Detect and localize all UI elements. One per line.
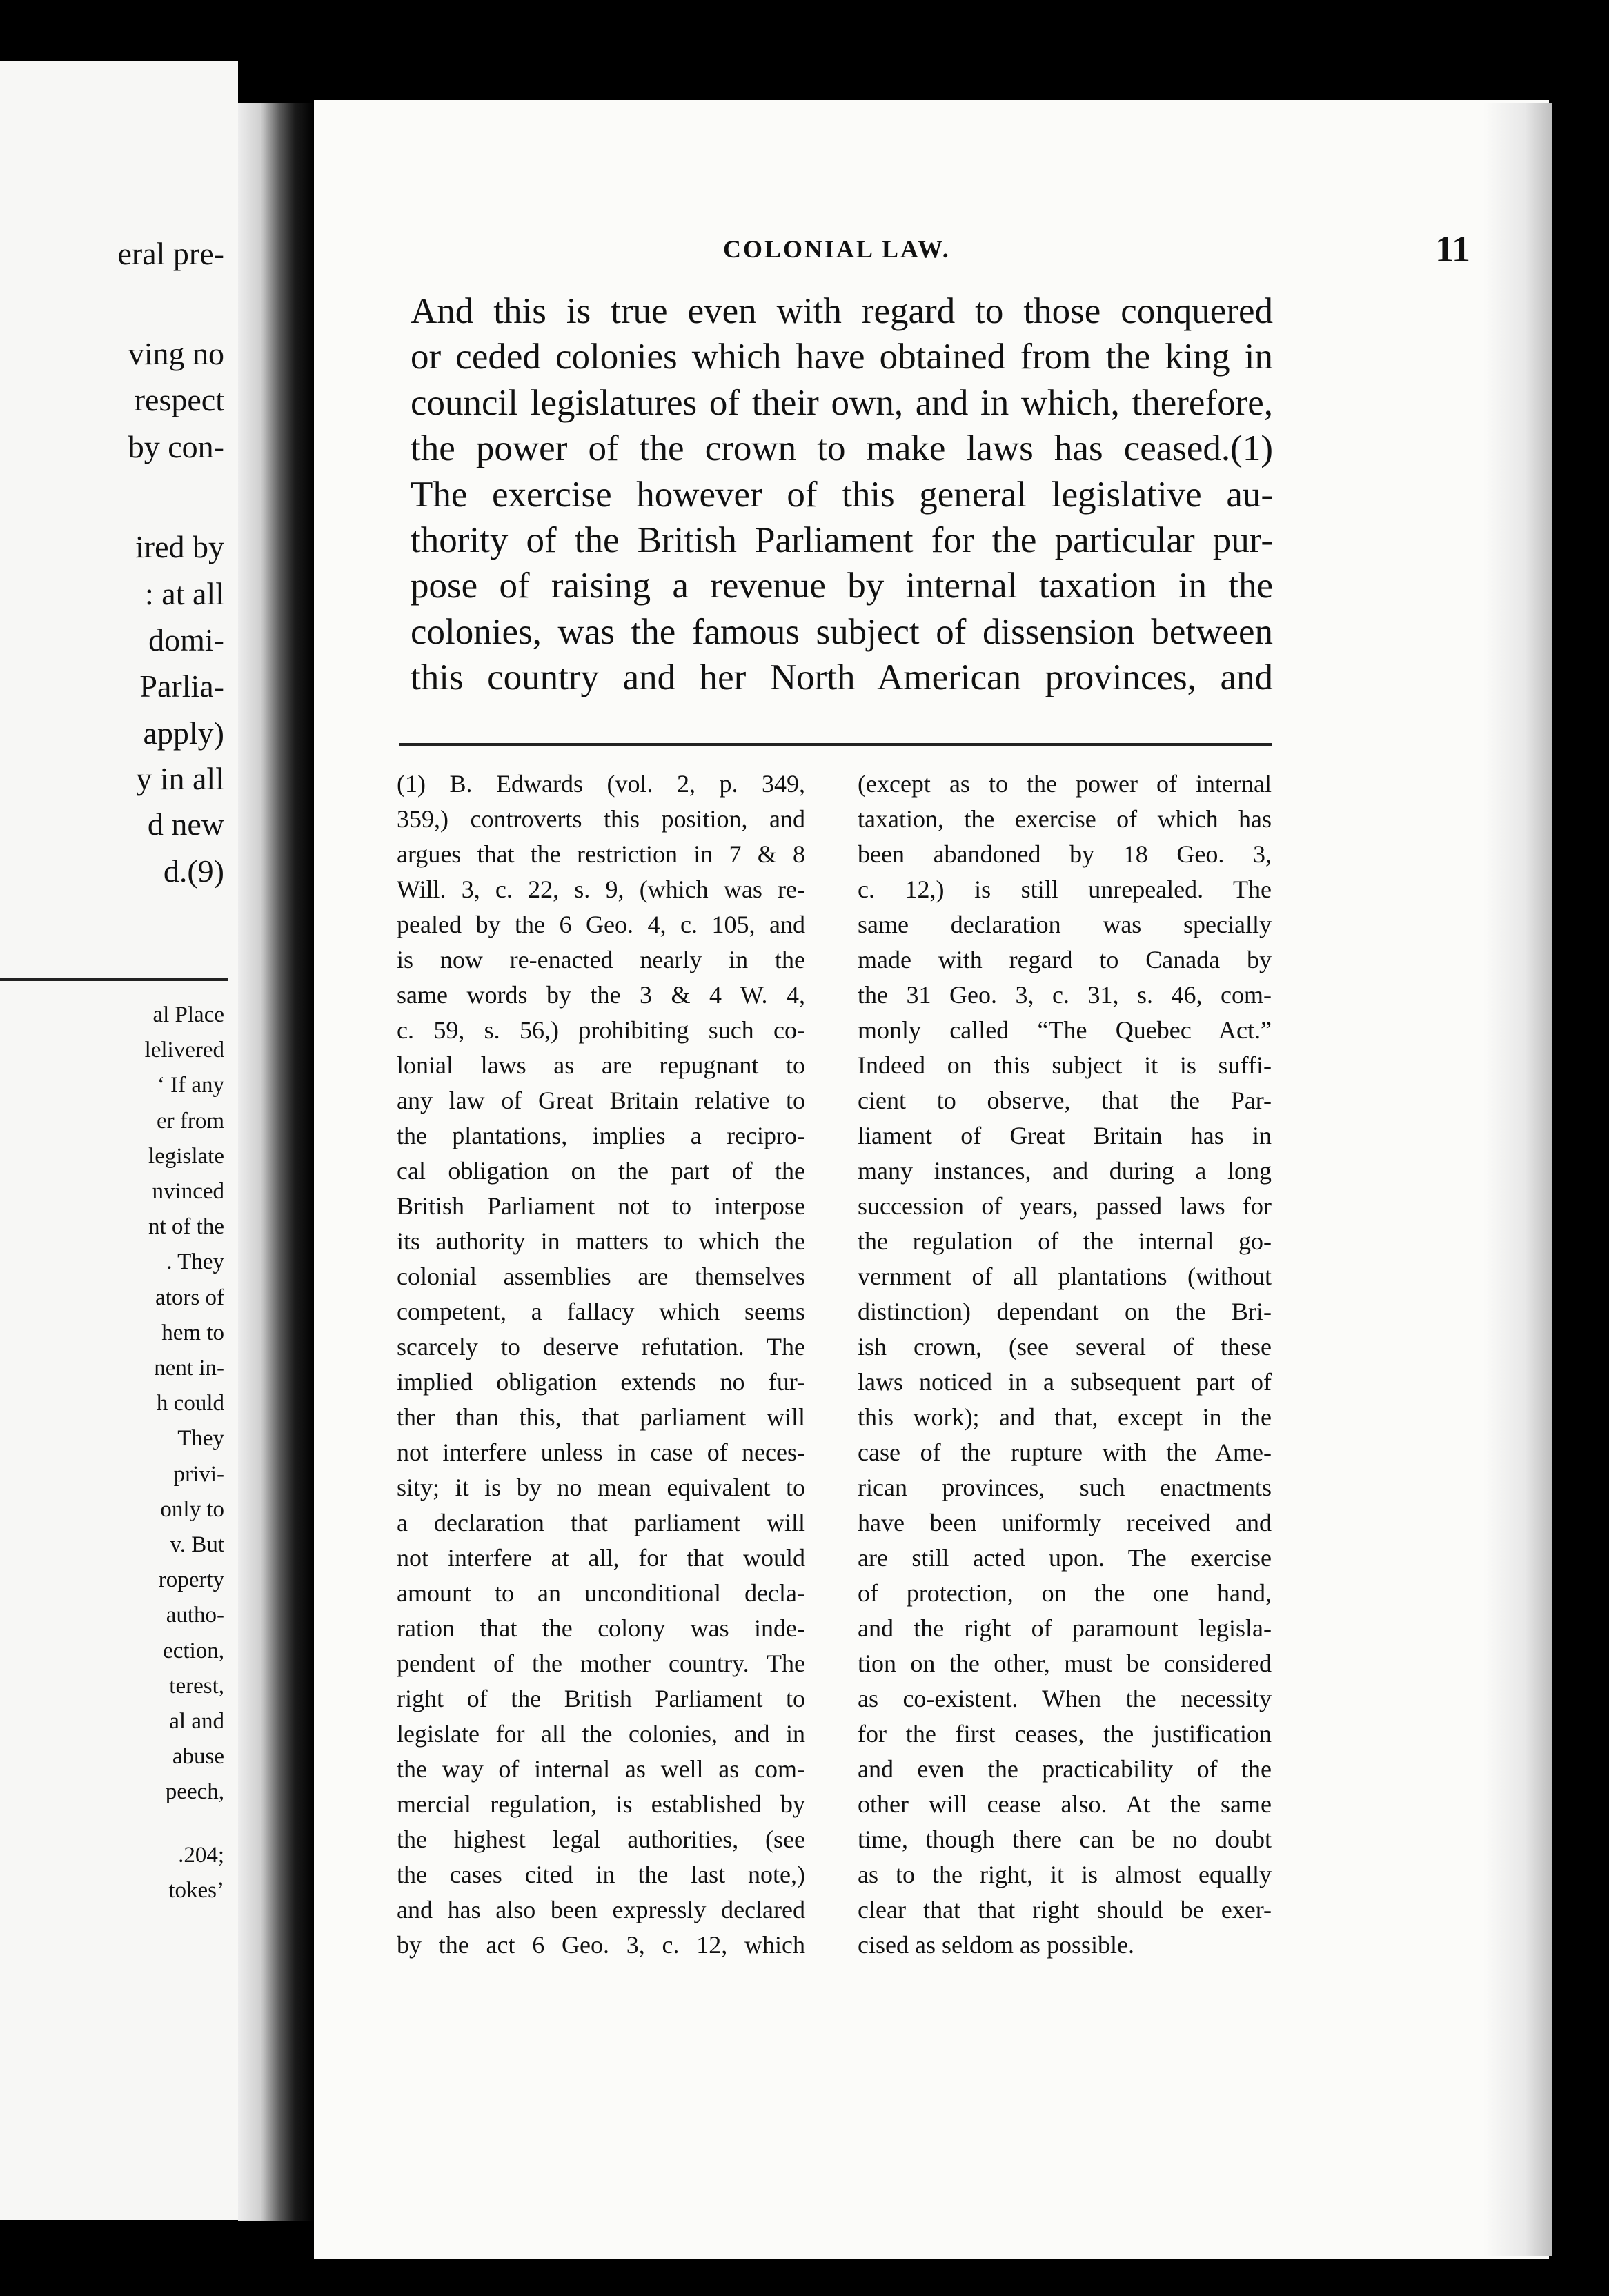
body-text-line: The exercise however of this general legislative au- (411, 474, 1273, 515)
footnote-line: ish crown, (see several of these (858, 1333, 1272, 1360)
footnote-line: not interfere at all, for that would (397, 1544, 805, 1572)
footnote-line: and the right of paramount legisla- (858, 1614, 1272, 1642)
footnote-line: scarcely to deserve refutation. The (397, 1333, 805, 1360)
footnote-line: tion on the other, must be considered (858, 1650, 1272, 1677)
previous-page-line: y in all (136, 761, 224, 796)
body-text-line: And this is true even with regard to those conquered (411, 291, 1273, 331)
footnote-line: laws noticed in a subsequent part of (858, 1368, 1272, 1396)
footnote-line: made with regard to Canada by (858, 946, 1272, 973)
footnote-line: right of the British Parliament to (397, 1685, 805, 1712)
footnote-line: cised as seldom as possible. (858, 1931, 1134, 1959)
footnote-line: its authority in matters to which the (397, 1227, 805, 1255)
previous-page-footnote-line: nt of the (148, 1214, 224, 1240)
footnote-line: a declaration that parliament will (397, 1509, 805, 1536)
previous-page-footnote-line: lelivered (144, 1038, 224, 1063)
footnote-line: for the first ceases, the justification (858, 1720, 1272, 1748)
book-gutter (238, 103, 314, 2221)
previous-page-footnote-line: privi- (173, 1461, 224, 1487)
running-head: COLONIAL LAW. (723, 235, 951, 263)
page-number: 11 (1435, 228, 1471, 270)
footnote-line: clear that that right should be exer- (858, 1896, 1272, 1923)
previous-page-footnote-rule (0, 978, 228, 981)
previous-page-footnote-line: abuse (172, 1744, 224, 1770)
previous-page-fragment (0, 61, 238, 2220)
footnote-line: c. 59, s. 56,) prohibiting such co- (397, 1016, 805, 1044)
footnote-line: argues that the restriction in 7 & 8 (397, 840, 805, 868)
previous-page-footnote-line: . They (166, 1249, 224, 1275)
previous-page-footnote-line: terest, (169, 1673, 224, 1699)
footnote-line: succession of years, passed laws for (858, 1192, 1272, 1220)
footnote-line: as co-existent. When the necessity (858, 1685, 1272, 1712)
previous-page-line: respect (134, 382, 224, 417)
body-text-line: or ceded colonies which have obtained from the king in (411, 337, 1273, 377)
previous-page-footnote-line: only to (160, 1496, 224, 1522)
footnote-line: Will. 3, c. 22, s. 9, (which was re- (397, 875, 805, 903)
footnote-line: Indeed on this subject it is suffi- (858, 1051, 1272, 1079)
body-text-line: the power of the crown to make laws has ceased.(1) (411, 428, 1273, 469)
footnote-line: any law of Great Britain relative to (397, 1087, 805, 1114)
body-text-line: council legislatures of their own, and in which, therefore, (411, 382, 1273, 423)
previous-page-line: apply) (143, 715, 224, 751)
footnote-line: of protection, on the one hand, (858, 1579, 1272, 1607)
footnote-line: amount to an unconditional decla- (397, 1579, 805, 1607)
previous-page-line: d new (147, 806, 224, 842)
previous-page-footnote-line: tokes’ (168, 1877, 224, 1903)
previous-page-footnote-line: ‘ If any (157, 1073, 224, 1098)
body-text-line: thority of the British Parliament for the particular pur- (411, 520, 1273, 560)
previous-page-footnote-line: They (177, 1426, 224, 1452)
previous-page-line: domi- (148, 622, 224, 657)
footnote-line: same declaration was specially (858, 911, 1272, 938)
footnote-line: same words by the 3 & 4 W. 4, (397, 981, 805, 1009)
footnote-line: this work); and that, except in the (858, 1403, 1272, 1431)
previous-page-footnote-line: al and (169, 1709, 224, 1734)
footnote-line: pealed by the 6 Geo. 4, c. 105, and (397, 911, 805, 938)
previous-page-footnote-line: ators of (155, 1285, 224, 1310)
previous-page-line: by con- (128, 429, 224, 464)
footnote-line: lonial laws as are repugnant to (397, 1051, 805, 1079)
footnote-line: implied obligation extends no fur- (397, 1368, 805, 1396)
footnote-line: the highest legal authorities, (see (397, 1825, 805, 1853)
previous-page-footnote-line: v. But (170, 1532, 224, 1557)
footnote-line: monly called “The Quebec Act.” (858, 1016, 1272, 1044)
footnote-line: mercial regulation, is established by (397, 1790, 805, 1818)
footnote-line: colonial assemblies are themselves (397, 1263, 805, 1290)
previous-page-footnote-line: er from (156, 1108, 224, 1134)
footnote-line: (except as to the power of internal (858, 770, 1272, 798)
footnote-line: as to the right, it is almost equally (858, 1861, 1272, 1888)
footnote-line: British Parliament not to interpose (397, 1192, 805, 1220)
previous-page-footnote-line: roperty (158, 1567, 224, 1593)
footnote-line: and even the practicability of the (858, 1755, 1272, 1783)
footnote-line: (1) B. Edwards (vol. 2, p. 349, (397, 770, 805, 798)
footnote-line: cal obligation on the part of the (397, 1157, 805, 1185)
body-text-line: pose of raising a revenue by internal taxation in the (411, 566, 1273, 606)
footnote-line: the 31 Geo. 3, c. 31, s. 46, com- (858, 981, 1272, 1009)
footnote-line: cient to observe, that the Par- (858, 1087, 1272, 1114)
footnote-line: ration that the colony was inde- (397, 1614, 805, 1642)
footnote-line: the way of internal as well as com- (397, 1755, 805, 1783)
footnote-rule (399, 743, 1272, 746)
previous-page-footnote-line: peech, (165, 1779, 224, 1805)
previous-page-footnote-line: autho- (166, 1603, 224, 1628)
footnote-line: by the act 6 Geo. 3, c. 12, which (397, 1931, 805, 1959)
previous-page-line: d.(9) (163, 853, 224, 889)
body-text-line: colonies, was the famous subject of dissension between (411, 611, 1273, 652)
footnote-line: have been uniformly received and (858, 1509, 1272, 1536)
previous-page-footnote-line: .204; (178, 1842, 224, 1868)
footnote-line: time, though there can be no doubt (858, 1825, 1272, 1853)
footnote-line: are still acted upon. The exercise (858, 1544, 1272, 1572)
footnote-line: not interfere unless in case of neces- (397, 1438, 805, 1466)
footnote-line: the cases cited in the last note,) (397, 1861, 805, 1888)
previous-page-line: ired by (135, 529, 224, 564)
previous-page-footnote-line: al Place (152, 1002, 224, 1027)
page-edge-shadow (1483, 103, 1552, 2256)
previous-page-footnote-line: hem to (161, 1320, 224, 1345)
footnote-line: liament of Great Britain has in (858, 1122, 1272, 1149)
previous-page-footnote-line: nent in- (154, 1356, 224, 1380)
previous-page-footnote-line: nvinced (152, 1179, 224, 1204)
previous-page-line: Parlia- (139, 669, 224, 704)
footnote-line: other will cease also. At the same (858, 1790, 1272, 1818)
footnote-line: competent, a fallacy which seems (397, 1298, 805, 1325)
footnote-line: c. 12,) is still unrepealed. The (858, 875, 1272, 903)
footnote-line: and has also been expressly declared (397, 1896, 805, 1923)
footnote-line: ther than this, that parliament will (397, 1403, 805, 1431)
footnote-line: many instances, and during a long (858, 1157, 1272, 1185)
footnote-line: case of the rupture with the Ame- (858, 1438, 1272, 1466)
previous-page-line: eral pre- (117, 236, 224, 271)
footnote-line: legislate for all the colonies, and in (397, 1720, 805, 1748)
previous-page-footnote-line: h could (156, 1391, 224, 1416)
footnote-line: the plantations, implies a recipro- (397, 1122, 805, 1149)
footnote-line: rican provinces, such enactments (858, 1474, 1272, 1501)
footnote-line: sity; it is by no mean equivalent to (397, 1474, 805, 1501)
previous-page-line: ving no (128, 336, 224, 371)
body-text-line: this country and her North American provinces, and (411, 657, 1273, 698)
previous-page-footnote-line: legislate (148, 1143, 224, 1169)
footnote-line: is now re-enacted nearly in the (397, 946, 805, 973)
previous-page-footnote-line: ection, (163, 1638, 224, 1663)
footnote-line: the regulation of the internal go- (858, 1227, 1272, 1255)
footnote-line: been abandoned by 18 Geo. 3, (858, 840, 1272, 868)
footnote-line: 359,) controverts this position, and (397, 805, 805, 833)
footnote-line: taxation, the exercise of which has (858, 805, 1272, 833)
footnote-line: vernment of all plantations (without (858, 1263, 1272, 1290)
previous-page-line: : at all (145, 576, 224, 611)
footnote-line: distinction) dependant on the Bri- (858, 1298, 1272, 1325)
footnote-line: pendent of the mother country. The (397, 1650, 805, 1677)
